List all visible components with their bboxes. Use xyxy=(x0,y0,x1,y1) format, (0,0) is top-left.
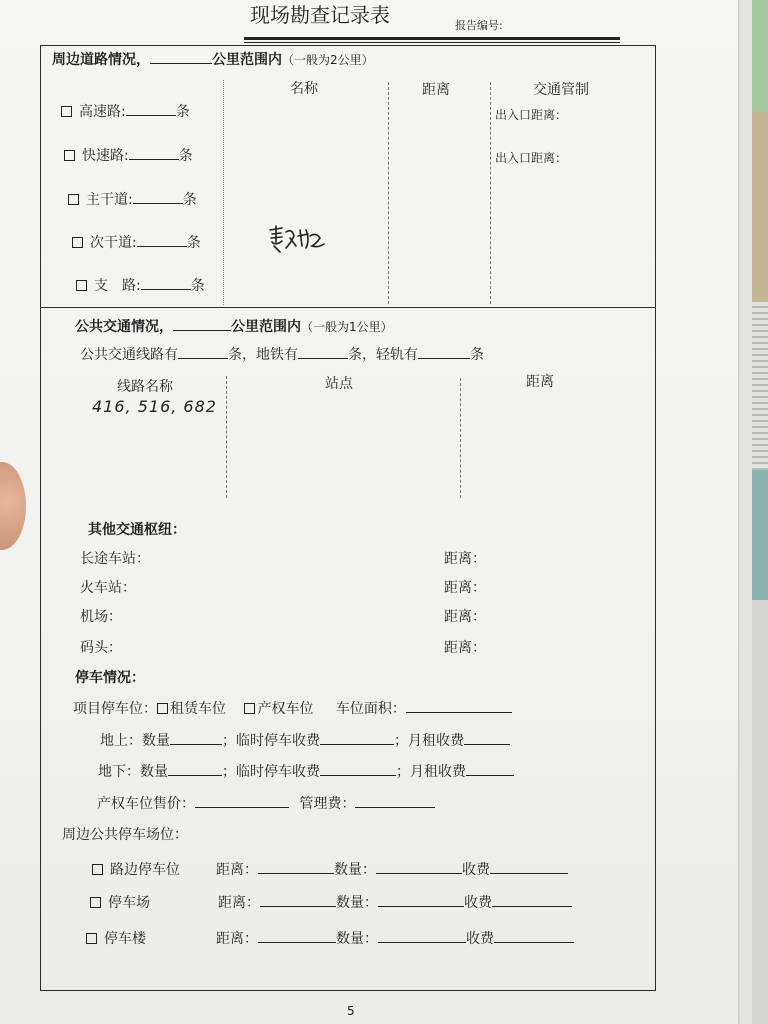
exit-distance-label-1: 出入口距离： xyxy=(495,108,568,122)
above-ground-row xyxy=(100,731,510,750)
public-fee-label: 收费 xyxy=(466,931,494,947)
road-type-label: 快速路: xyxy=(82,148,129,164)
transit-range-note: （一般为1公里） xyxy=(301,320,393,334)
section-divider xyxy=(40,307,655,308)
road-unit: 条 xyxy=(182,192,197,208)
public-type-label: 路边停车位 xyxy=(110,862,180,878)
public-quantity-blank xyxy=(378,893,464,907)
light-rail-unit: 条 xyxy=(470,347,484,363)
hub-train-station: 火车站： xyxy=(80,580,136,596)
public-type-label: 停车楼 xyxy=(104,931,146,947)
checkbox-icon xyxy=(72,237,83,248)
transit-count-line xyxy=(80,345,484,364)
roads-range-blank xyxy=(150,50,212,64)
road-unit: 条 xyxy=(175,104,190,120)
public-distance-label: 距离： xyxy=(218,895,260,911)
road-count-blank xyxy=(126,102,176,116)
roads-range-note: （一般为2公里） xyxy=(282,53,374,67)
above-ground-label: 地上：数量 xyxy=(100,733,170,749)
above-monthly-fee-label: ；月租收费 xyxy=(394,733,464,749)
road-type-arterial xyxy=(68,190,197,209)
checkbox-icon xyxy=(68,194,79,205)
public-quantity-label: 数量： xyxy=(336,931,378,947)
checkbox-icon xyxy=(90,897,101,908)
public-distance-blank xyxy=(258,860,334,874)
public-fee-blank xyxy=(494,929,574,943)
page-title: 现场勘查记录表 xyxy=(250,3,390,27)
space-area-blank xyxy=(406,699,512,713)
public-type-label: 停车场 xyxy=(108,895,150,911)
public-fee-label: 收费 xyxy=(464,895,492,911)
transit-range-blank xyxy=(173,317,231,331)
transit-col-divider-2 xyxy=(460,378,461,498)
bus-lines-blank xyxy=(178,345,228,359)
hub-distance-label: 距离： xyxy=(444,551,486,567)
transit-heading xyxy=(75,317,393,336)
sale-price-label: 产权车位售价： xyxy=(97,796,195,812)
public-distance-label: 距离： xyxy=(216,931,258,947)
hub-long-distance-bus: 长途车站： xyxy=(80,551,150,567)
property-sale-row xyxy=(97,794,435,813)
hub-distance-label: 距离： xyxy=(444,580,486,596)
property-option-label: 产权车位 xyxy=(257,701,314,717)
checkbox-icon xyxy=(244,703,255,714)
hub-pier: 码头： xyxy=(80,640,122,656)
transit-range-label: 公里范围内 xyxy=(231,319,301,335)
road-count-blank xyxy=(129,146,179,160)
roads-col-divider-3 xyxy=(490,82,491,304)
handwritten-signature xyxy=(266,222,328,258)
public-distance-label: 距离： xyxy=(216,862,258,878)
form-border xyxy=(40,45,656,991)
above-quantity-blank xyxy=(170,731,222,745)
checkbox-icon xyxy=(64,150,75,161)
checkbox-icon xyxy=(86,933,97,944)
public-distance-blank xyxy=(260,893,336,907)
hub-airport: 机场： xyxy=(80,609,122,625)
below-monthly-fee-label: ；月租收费 xyxy=(396,764,466,780)
above-temp-fee-label: ；临时停车收费 xyxy=(222,733,320,749)
road-type-label: 主干道: xyxy=(86,192,133,208)
exit-distance-label-2: 出入口距离： xyxy=(495,151,568,165)
below-ground-row xyxy=(98,762,514,781)
checkbox-icon xyxy=(76,280,87,291)
handwritten-route-numbers: 416, 516, 682 xyxy=(92,397,217,416)
road-type-label: 次干道: xyxy=(90,235,137,251)
road-count-blank xyxy=(141,276,191,290)
transit-col-distance: 距离 xyxy=(526,374,554,390)
road-type-label: 支 路: xyxy=(94,278,141,294)
below-quantity-blank xyxy=(168,762,222,776)
road-type-secondary xyxy=(72,233,201,252)
above-monthly-fee-blank xyxy=(464,731,510,745)
checkbox-icon xyxy=(92,864,103,875)
roads-heading xyxy=(52,50,374,69)
management-fee-label: 管理费： xyxy=(299,796,356,812)
subway-blank xyxy=(298,345,348,359)
road-unit: 条 xyxy=(190,278,205,294)
roads-col-divider-1 xyxy=(223,80,224,305)
road-type-expressway xyxy=(61,102,190,121)
public-parking-garage-row xyxy=(86,929,574,948)
roads-heading-label: 周边道路情况， xyxy=(52,52,150,68)
checkbox-icon xyxy=(61,106,72,117)
public-quantity-label: 数量： xyxy=(334,862,376,878)
road-unit: 条 xyxy=(186,235,201,251)
space-area-label: 车位面积： xyxy=(335,701,406,717)
checkbox-icon xyxy=(157,703,168,714)
below-temp-fee-blank xyxy=(320,762,396,776)
road-count-blank xyxy=(137,233,187,247)
project-parking-label: 项目停车位： xyxy=(73,701,157,717)
public-parking-roadside-row xyxy=(92,860,568,879)
road-type-branch xyxy=(76,276,205,295)
transit-col-route: 线路名称 xyxy=(117,379,173,395)
transit-heading-label: 公共交通情况， xyxy=(75,319,173,335)
project-parking-row xyxy=(73,699,512,718)
roads-col-distance: 距离 xyxy=(422,82,450,98)
roads-col-name: 名称 xyxy=(290,81,318,97)
public-distance-blank xyxy=(258,929,336,943)
road-type-label: 高速路: xyxy=(79,104,126,120)
public-parking-lot-row xyxy=(90,893,572,912)
public-quantity-blank xyxy=(376,860,462,874)
signature-strokes xyxy=(270,226,324,252)
public-parking-heading: 周边公共停车场位： xyxy=(62,827,188,843)
below-ground-label: 地下：数量 xyxy=(98,764,168,780)
road-type-express-road xyxy=(64,146,193,165)
roads-col-control: 交通管制 xyxy=(533,82,589,98)
public-fee-label: 收费 xyxy=(462,862,490,878)
public-quantity-label: 数量： xyxy=(336,895,378,911)
road-count-blank xyxy=(133,190,183,204)
title-rule-thick xyxy=(244,37,620,40)
hub-distance-label: 距离： xyxy=(444,640,486,656)
below-temp-fee-label: ；临时停车收费 xyxy=(222,764,320,780)
lease-option-label: 租赁车位 xyxy=(170,701,226,717)
public-quantity-blank xyxy=(378,929,466,943)
transit-col-stop: 站点 xyxy=(325,376,353,392)
page-number: 5 xyxy=(347,1004,355,1018)
light-rail-label: 条，轻轨有 xyxy=(348,347,418,363)
subway-label: 条，地铁有 xyxy=(228,347,298,363)
hub-distance-label: 距离： xyxy=(444,609,486,625)
roads-range-label: 公里范围内 xyxy=(212,52,282,68)
bus-lines-label: 公共交通线路有 xyxy=(80,347,178,363)
title-rule-thin xyxy=(244,42,620,43)
road-unit: 条 xyxy=(178,148,193,164)
above-temp-fee-blank xyxy=(320,731,394,745)
below-monthly-fee-blank xyxy=(466,762,514,776)
report-number-label: 报告编号: xyxy=(455,19,503,32)
public-fee-blank xyxy=(492,893,572,907)
management-fee-blank xyxy=(355,794,435,808)
transit-col-divider-1 xyxy=(226,376,227,498)
sale-price-blank xyxy=(195,794,289,808)
parking-heading: 停车情况： xyxy=(75,670,145,686)
light-rail-blank xyxy=(418,345,470,359)
roads-col-divider-2 xyxy=(388,82,389,304)
public-fee-blank xyxy=(490,860,568,874)
hubs-heading: 其他交通枢纽： xyxy=(88,522,186,538)
